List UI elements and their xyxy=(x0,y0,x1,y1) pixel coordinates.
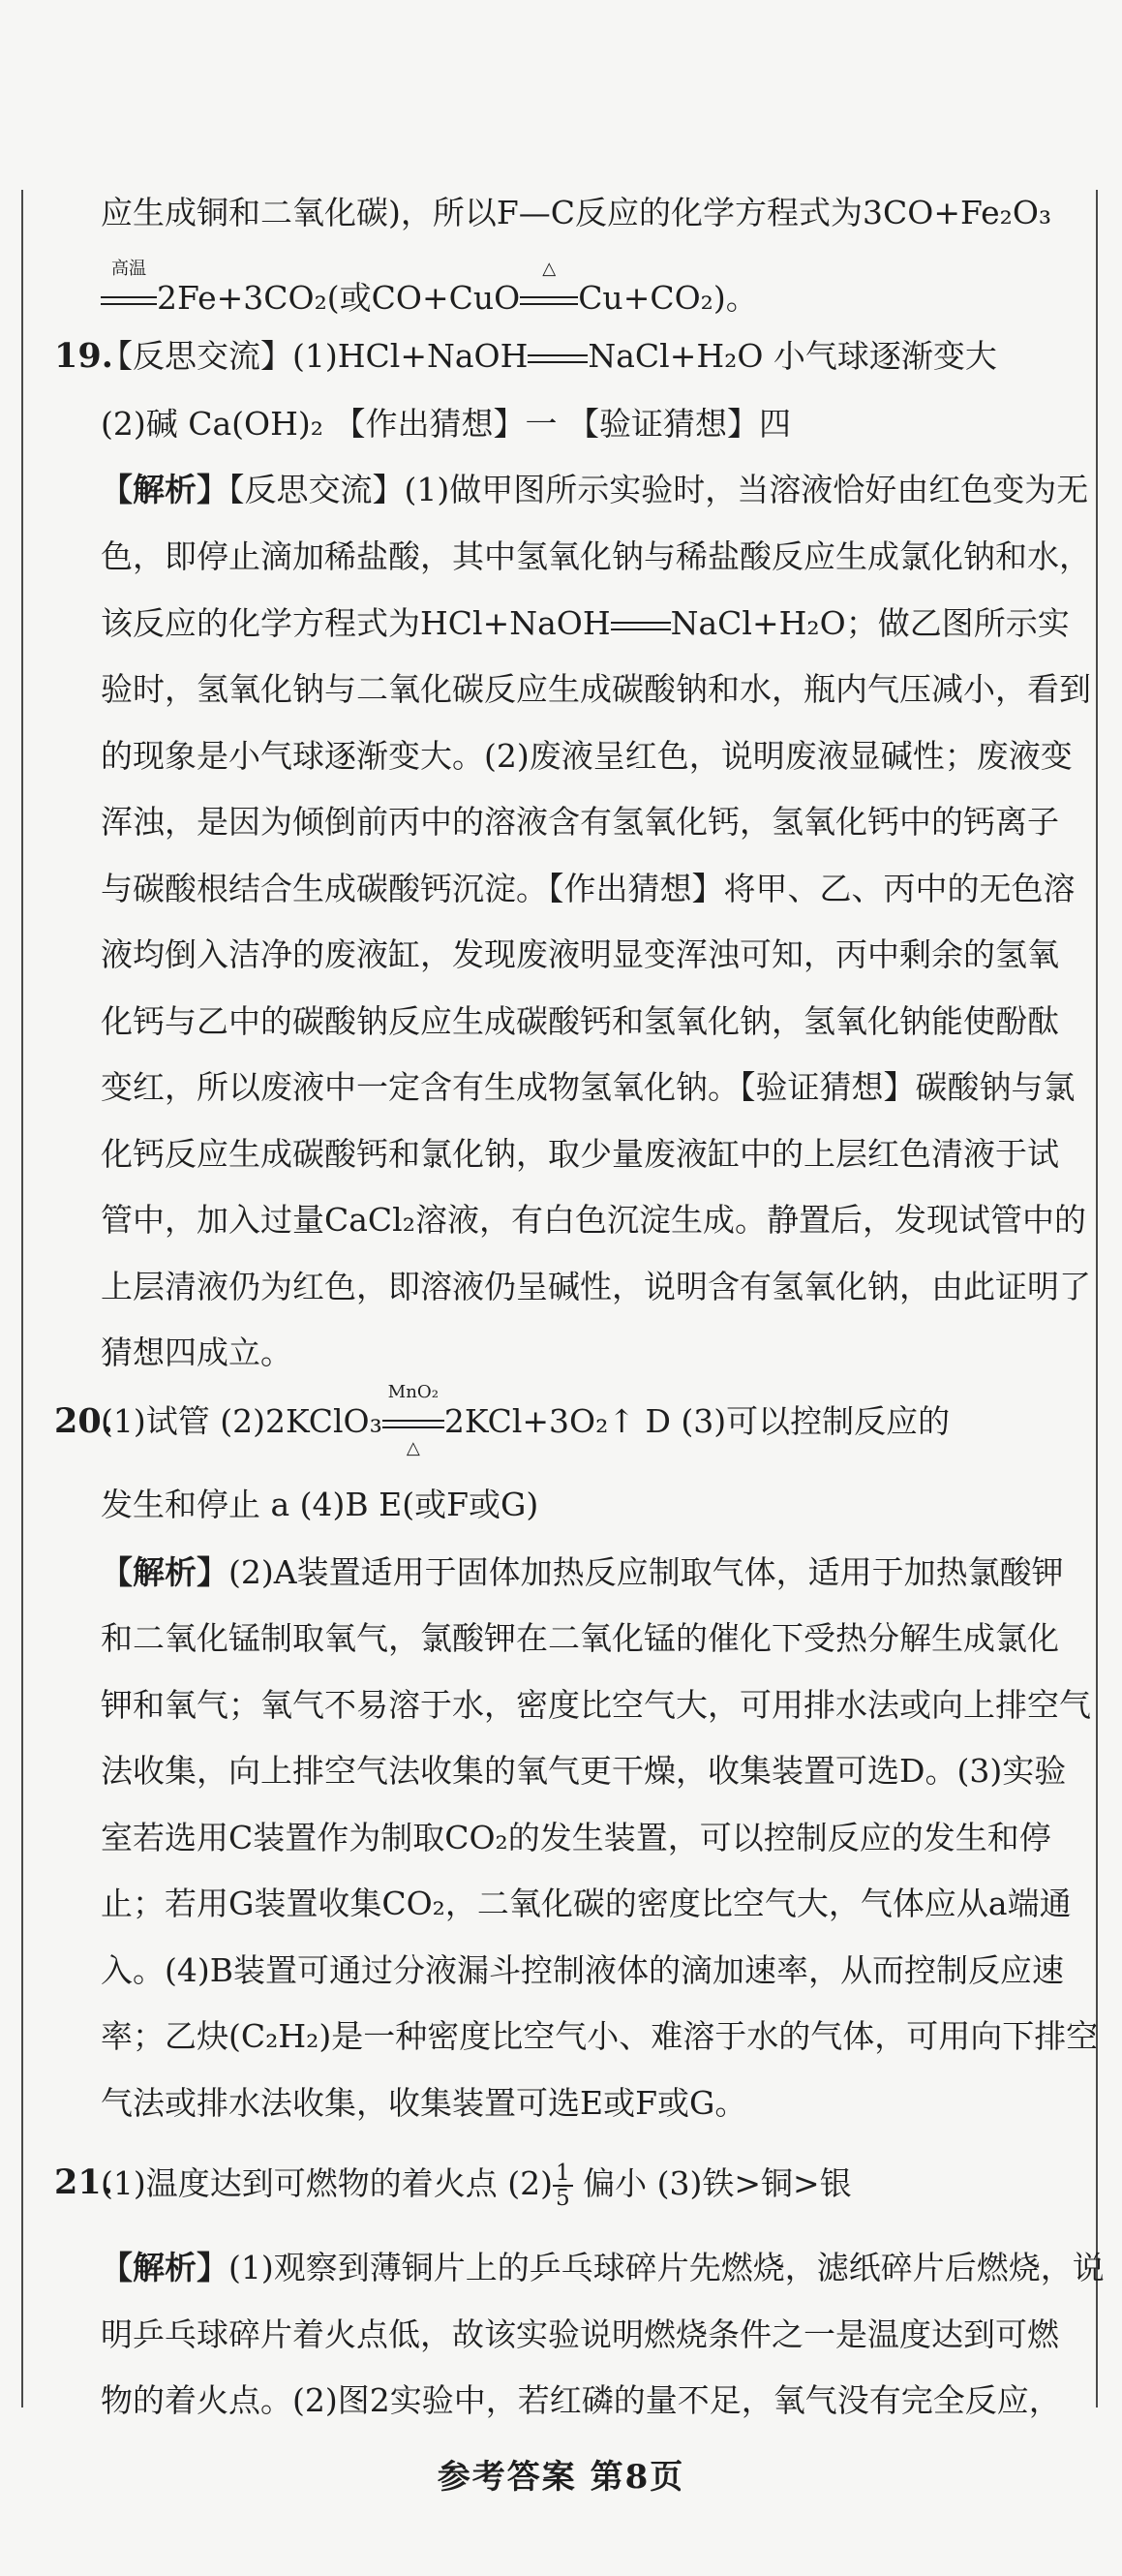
condition-equals: △ xyxy=(520,277,578,320)
analysis-line: 法收集，向上排空气法收集的氧气更干燥，收集装置可选D。(3)实验 xyxy=(101,1752,1067,1790)
analysis-line: 与碳酸根结合生成碳酸钙沉淀。【作出猜想】将甲、乙、丙中的无色溶 xyxy=(101,870,1076,907)
question-number-19: 19. xyxy=(54,336,113,376)
analysis-line: 液均倒入洁净的废液缸，发现废液明显变浑浊可知，丙中剩余的氢氧 xyxy=(101,935,1059,973)
answer-line: 发生和停止 a (4)B E(或F或G) xyxy=(101,1486,539,1523)
analysis-tag: 【解析】 xyxy=(101,2249,228,2286)
analysis-line: 【解析】【反思交流】(1)做甲图所示实验时，当溶液恰好由红色变为无 xyxy=(101,471,1089,508)
question-number-20: 20. xyxy=(54,1401,113,1441)
condition-equals: MnO₂ △ xyxy=(382,1400,444,1443)
question-number-21: 21. xyxy=(54,2162,113,2202)
text-line: 应生成铜和二氧化碳)，所以F—C反应的化学方程式为3CO+Fe₂O₃ xyxy=(101,194,1052,231)
answer-line: (1)温度达到可燃物的着火点 (2) $\frac{1}{5}$ 偏小 (3)铁>铜>银 xyxy=(101,2161,852,2212)
analysis-line: 率；乙炔(C₂H₂)是一种密度比空气小、难溶于水的气体，可用向下排空 xyxy=(101,2017,1099,2055)
analysis-line: 色，即停止滴加稀盐酸，其中氢氧化钠与稀盐酸反应生成氯化钠和水， xyxy=(101,537,1091,575)
analysis-tag: 【解析】 xyxy=(101,471,228,508)
analysis-line: 该反应的化学方程式为HCl+NaOH NaCl+H₂O；做乙图所示实 xyxy=(101,602,1070,645)
answer-line: 【反思交流】(1)HCl+NaOH NaCl+H₂O 小气球逐渐变大 xyxy=(101,335,997,378)
analysis-line: 猜想四成立。 xyxy=(101,1334,292,1371)
analysis-line: 化钙反应生成碳酸钙和氯化钠，取少量废液缸中的上层红色清液于试 xyxy=(101,1135,1059,1173)
analysis-line: 浑浊，是因为倾倒前丙中的溶液含有氢氧化钙，氢氧化钙中的钙离子 xyxy=(101,803,1059,841)
answer-line: (2)碱 Ca(OH)₂ 【作出猜想】一 【验证猜想】四 xyxy=(101,405,791,443)
condition-equals: 高温 xyxy=(101,277,157,320)
analysis-line: 和二氧化锰制取氧气，氯酸钾在二氧化锰的催化下受热分解生成氯化 xyxy=(101,1619,1059,1657)
analysis-line: 明乒乓球碎片着火点低，故该实验说明燃烧条件之一是温度达到可燃 xyxy=(101,2315,1059,2353)
page-footer: 参考答案 第8页 xyxy=(437,2458,685,2497)
fraction: $\frac{1}{5}$ xyxy=(553,2162,573,2210)
left-margin-rule xyxy=(21,190,23,2407)
analysis-line: 变红，所以废液中一定含有生成物氢氧化钠。【验证猜想】碳酸钠与氯 xyxy=(101,1068,1076,1106)
analysis-line: 止；若用G装置收集CO₂，二氧化碳的密度比空气大，气体应从a端通 xyxy=(101,1885,1072,1922)
analysis-line: 物的着火点。(2)图2实验中，若红磷的量不足，氧气没有完全反应， xyxy=(101,2381,1061,2419)
analysis-line: 【解析】(2)A装置适用于固体加热反应制取气体，适用于加热氯酸钾 xyxy=(101,1553,1064,1591)
analysis-line: 验时，氢氧化钠与二氧化碳反应生成碳酸钠和水，瓶内气压减小，看到 xyxy=(101,670,1091,708)
equation-line: 高温 2Fe+3CO₂(或CO+CuO △ Cu+CO₂)。 xyxy=(101,277,758,320)
equals-sign xyxy=(611,602,671,645)
analysis-line: 气法或排水法收集，收集装置可选E或F或G。 xyxy=(101,2084,747,2122)
analysis-tag: 【解析】 xyxy=(101,1553,228,1591)
analysis-line: 的现象是小气球逐渐变大。(2)废液呈红色，说明废液显碱性；废液变 xyxy=(101,737,1073,775)
equals-sign xyxy=(528,335,588,378)
analysis-line: 钾和氧气；氧气不易溶于水，密度比空气大，可用排水法或向上排空气 xyxy=(101,1686,1091,1724)
analysis-line: 化钙与乙中的碳酸钠反应生成碳酸钙和氢氧化钠，氢氧化钠能使酚酞 xyxy=(101,1002,1059,1040)
analysis-line: 室若选用C装置作为制取CO₂的发生装置，可以控制反应的发生和停 xyxy=(101,1819,1051,1856)
analysis-line: 管中，加入过量CaCl₂溶液，有白色沉淀生成。静置后，发现试管中的 xyxy=(101,1201,1086,1239)
analysis-line: 【解析】(1)观察到薄铜片上的乒乓球碎片先燃烧，滤纸碎片后燃烧，说 xyxy=(101,2249,1105,2286)
right-margin-rule xyxy=(1096,190,1098,2407)
analysis-line: 入。(4)B装置可通过分液漏斗控制液体的滴加速率，从而控制反应速 xyxy=(101,1951,1064,1989)
answer-line: (1)试管 (2)2KClO₃ MnO₂ △ 2KCl+3O₂↑ D (3)可以控制反应的 xyxy=(101,1381,951,1459)
analysis-line: 上层清液仍为红色，即溶液仍呈碱性，说明含有氢氧化钠，由此证明了 xyxy=(101,1268,1091,1305)
